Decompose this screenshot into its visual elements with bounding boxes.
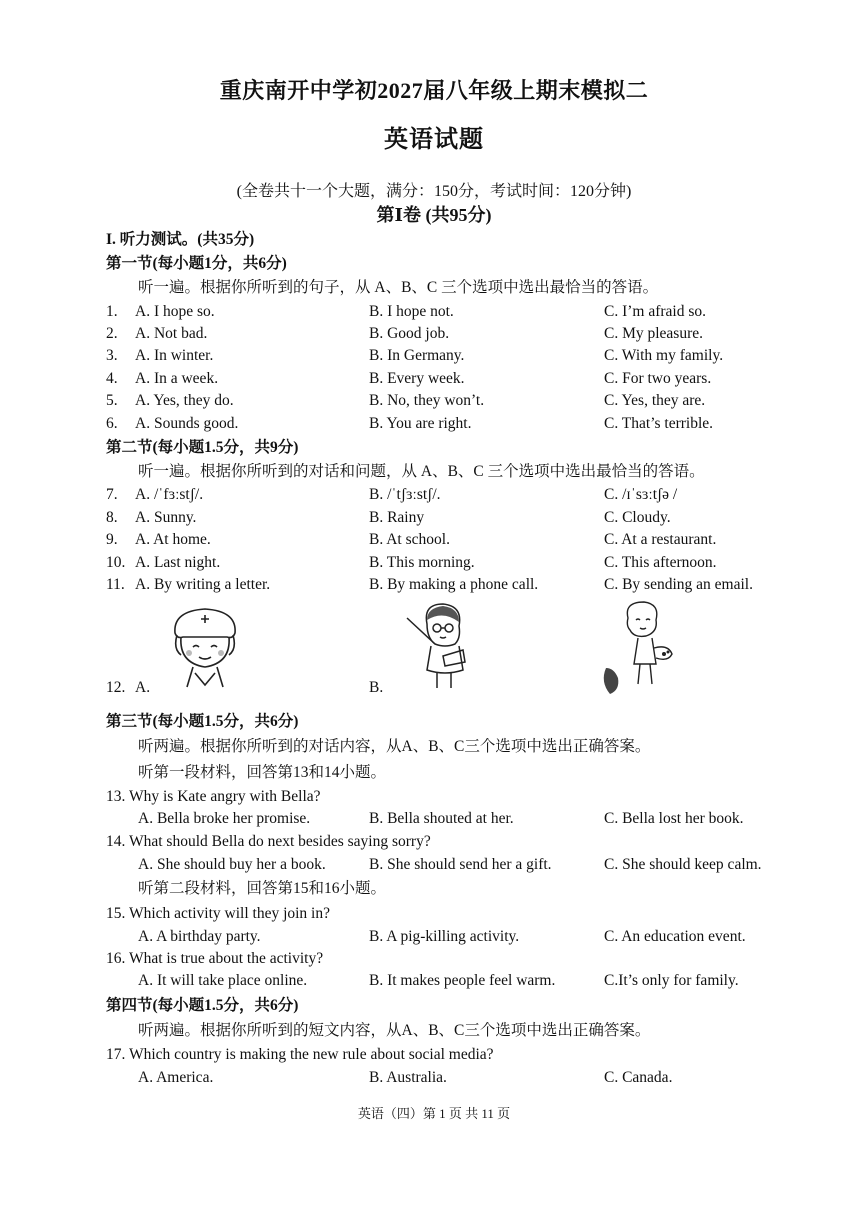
option-a: A. America. <box>138 1069 214 1086</box>
option-b: B. No, they won’t. <box>369 392 485 409</box>
section4-instruction: 听两遍。根据你所听到的短文内容，从A、B、C三个选项中选出正确答案。 <box>138 1022 651 1039</box>
question-number: 11. <box>106 576 125 593</box>
option-a: A. She should buy her a book. <box>138 856 326 873</box>
option-a: A. /ˈfɜːstʃ/. <box>135 486 204 503</box>
question-number: 8. <box>106 509 118 526</box>
option-c: C. That’s terrible. <box>604 415 714 432</box>
option-c: C.It’s only for family. <box>604 972 739 989</box>
option-b: B. Every week. <box>369 370 465 387</box>
section2-heading: 第二节(每小题1.5分，共9分) <box>106 439 299 456</box>
option-a: A. Not bad. <box>135 325 208 342</box>
option-c: C. By sending an email. <box>604 576 753 593</box>
question-number: 12. <box>106 679 126 696</box>
question-number: 4. <box>106 370 118 387</box>
option-c: C. Cloudy. <box>604 509 671 526</box>
question-number: 9. <box>106 531 118 548</box>
option-b: B. By making a phone call. <box>369 576 539 593</box>
nurse-picture <box>165 605 245 690</box>
option-a: A. Yes, they do. <box>135 392 234 409</box>
option-b: B. At school. <box>369 531 450 548</box>
option-c: C. An education event. <box>604 928 746 945</box>
question-stem: 14. What should Bella do next besides saying sorry? <box>106 833 431 850</box>
exam-subject: 英语试题 <box>384 127 484 153</box>
option-a: A. It will take place online. <box>138 972 308 989</box>
option-b: B. She should send her a gift. <box>369 856 552 873</box>
material-note: 听第一段材料，回答第13和14小题。 <box>138 764 387 781</box>
option-b: B. Bella shouted at her. <box>369 810 514 827</box>
option-b: B. Rainy <box>369 509 425 526</box>
teacher-picture <box>405 600 485 692</box>
option-b: B. Good job. <box>369 325 450 342</box>
question-stem: 15. Which activity will they join in? <box>106 905 330 922</box>
volume-heading: 第Ⅰ卷 (共95分) <box>376 205 492 225</box>
question-stem: 13. Why is Kate angry with Bella? <box>106 788 321 805</box>
question-number: 5. <box>106 392 118 409</box>
option-a: A. <box>135 679 151 696</box>
question-number: 1. <box>106 303 118 320</box>
option-a: A. In a week. <box>135 370 219 387</box>
exam-note: (全卷共十一个大题，满分：150分，考试时间：120分钟) <box>236 183 632 200</box>
option-a: A. In winter. <box>135 347 214 364</box>
option-c: C. For two years. <box>604 370 712 387</box>
option-c: C. Canada. <box>604 1069 673 1086</box>
section1-instruction: 听一遍。根据你所听到的句子，从 A、B、C 三个选项中选出最恰当的答语。 <box>138 279 659 296</box>
question-number: 7. <box>106 486 118 503</box>
option-a: A. Sounds good. <box>135 415 239 432</box>
question-number: 10. <box>106 554 126 571</box>
option-c: C. With my family. <box>604 347 724 364</box>
option-a: A. At home. <box>135 531 211 548</box>
option-a: A. Last night. <box>135 554 221 571</box>
option-c: C. She should keep calm. <box>604 856 762 873</box>
option-c: C. At a restaurant. <box>604 531 717 548</box>
option-a: A. By writing a letter. <box>135 576 271 593</box>
option-c: C. I’m afraid so. <box>604 303 707 320</box>
question-stem: 17. Which country is making the new rule about social media? <box>106 1046 494 1063</box>
option-b: B. /ˈtʃɜːstʃ/. <box>369 486 441 503</box>
question-number: 6. <box>106 415 118 432</box>
material-note: 听第二段材料，回答第15和16小题。 <box>138 880 387 897</box>
part1-heading: I. 听力测试。(共35分) <box>106 231 255 248</box>
option-b: B. It makes people feel warm. <box>369 972 556 989</box>
section2-instruction: 听一遍。根据你所听到的对话和问题，从 A、B、C 三个选项中选出最恰当的答语。 <box>138 463 705 480</box>
option-c: C. Yes, they are. <box>604 392 706 409</box>
option-b: B. <box>369 679 384 696</box>
section4-heading: 第四节(每小题1.5分，共6分) <box>106 997 299 1014</box>
option-b: B. A pig-killing activity. <box>369 928 520 945</box>
option-a: A. Sunny. <box>135 509 197 526</box>
option-a: A. A birthday party. <box>138 928 261 945</box>
section1-heading: 第一节(每小题1分，共6分) <box>106 255 287 272</box>
option-b: B. This morning. <box>369 554 475 571</box>
question-stem: 16. What is true about the activity? <box>106 950 324 967</box>
section3-instruction: 听两遍。根据你所听到的对话内容，从A、B、C三个选项中选出正确答案。 <box>138 738 651 755</box>
option-c: C. This afternoon. <box>604 554 717 571</box>
option-b: B. Australia. <box>369 1069 447 1086</box>
option-b: B. In Germany. <box>369 347 465 364</box>
question-number: 2. <box>106 325 118 342</box>
option-c: C. /ɪˈsɜːtʃə / <box>604 486 678 503</box>
exam-title: 重庆南开中学初2027届八年级上期末模拟二 <box>219 78 649 103</box>
artist-picture <box>598 598 676 698</box>
section3-heading: 第三节(每小题1.5分，共6分) <box>106 713 299 730</box>
question-number: 3. <box>106 347 118 364</box>
option-a: A. I hope so. <box>135 303 215 320</box>
page-footer: 英语（四）第 1 页 共 11 页 <box>357 1106 511 1121</box>
option-b: B. I hope not. <box>369 303 454 320</box>
option-a: A. Bella broke her promise. <box>138 810 311 827</box>
option-c: C. My pleasure. <box>604 325 704 342</box>
option-c: C. Bella lost her book. <box>604 810 744 827</box>
option-b: B. You are right. <box>369 415 472 432</box>
